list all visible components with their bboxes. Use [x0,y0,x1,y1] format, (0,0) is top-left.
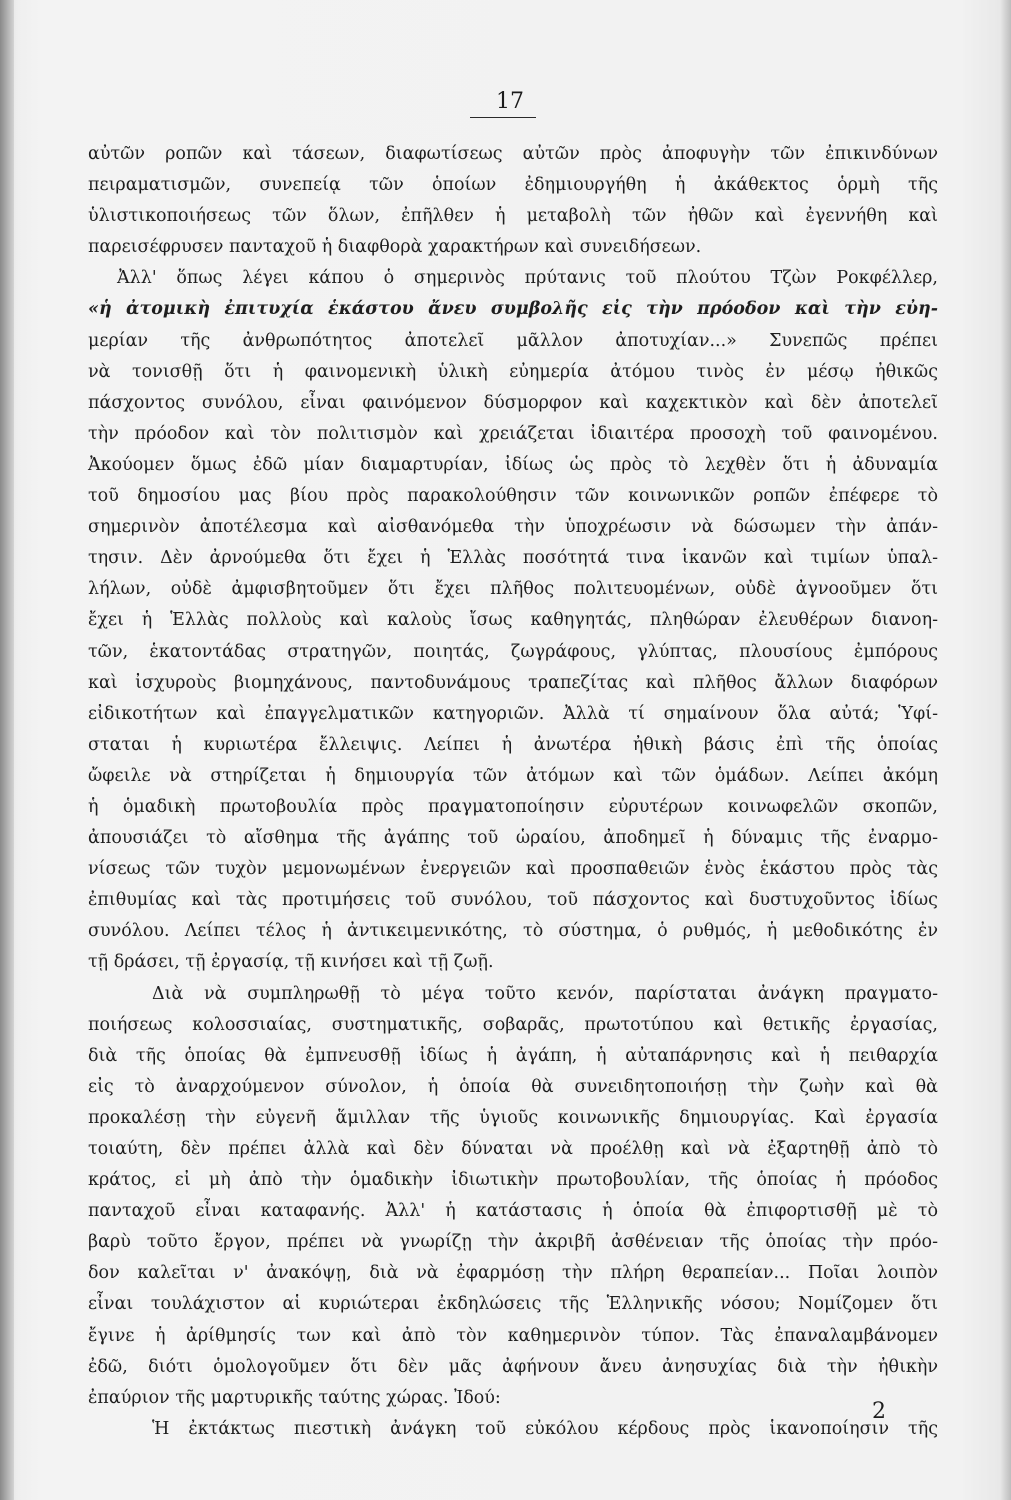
page-edge-shadow [0,0,14,1500]
text-line: βαρὺ τοῦτο ἔργον, πρέπει νὰ γνωρίζῃ τὴν ἀκριβῆ ἀσθένειαν τῆς ὁποίας τὴν πρόο- [88,1232,938,1253]
text-line: Ἀλλ' ὅπως λέγει κάπου ὁ σημερινὸς πρύτανις τοῦ πλούτου Τζὼν Ροκφέλλερ, [117,268,938,289]
text-line: τὴν πρόοδον καὶ τὸν πολιτισμὸν καὶ χρειάζεται ἰδιαιτέρα προσοχὴ τοῦ φαινομένου. [88,423,938,444]
text-line-quote: «ἡ ἀτομικὴ ἐπιτυχία ἑκάστου ἄνευ συμβολῆς εἰς τὴν πρόοδον καὶ τὴν εὐη- [88,299,938,320]
body-text [88,139,938,1445]
page-number-underline [470,117,536,118]
text-line: σημερινὸν ἀποτέλεσμα καὶ αἰσθανόμεθα τὴν ὑποχρέωσιν νὰ δώσωμεν τὴν ἀπάν- [88,517,938,538]
text-line: τησιν. Δὲν ἀρνούμεθα ὅτι ἔχει ἡ Ἑλλὰς ποσότητά τινα ἱκανῶν καὶ τιμίων ὑπαλ- [88,548,938,569]
text-line: πειραματισμῶν, συνεπείᾳ τῶν ὁποίων ἐδημιουργήθη ἡ ἀκάθεκτος ὁρμὴ τῆς [88,175,938,196]
text-line: ἐπαύριον τῆς μαρτυρικῆς ταύτης χώρας. Ἰδού: [88,1387,501,1408]
text-line: ἔγινε ἡ ἀρίθμησίς των καὶ ἀπὸ τὸν καθημερινὸν τύπον. Τὰς ἐπαναλαμβάνομεν [88,1325,938,1346]
text-line: εἰς τὸ ἀναρχούμενον σύνολον, ἡ ὁποία θὰ συνειδητοποιήσῃ τὴν ζωὴν καὶ θὰ [88,1076,938,1097]
text-line: τοῦ δημοσίου μας βίου πρὸς παρακολούθησιν τῶν κοινωνικῶν ροπῶν ἐπέφερε τὸ [88,486,938,507]
text-line: αὐτῶν ροπῶν καὶ τάσεων, διαφωτίσεως αὐτῶν πρὸς ἀποφυγὴν τῶν ἐπικινδύνων [88,144,938,164]
text-line: διὰ τῆς ὁποίας θὰ ἐμπνευσθῇ ἰδίως ἡ ἀγάπη, ἡ αὐταπάρνησις καὶ ἡ πειθαρχία [88,1045,938,1066]
text-line: Ἡ ἐκτάκτως πιεστικὴ ἀνάγκη τοῦ εὐκόλου κέρδους πρὸς ἱκανοποίησιν τῆς [152,1418,938,1439]
text-line: ὑλιστικοποιήσεως τῶν ὅλων, ἐπῆλθεν ἡ μεταβολὴ τῶν ἠθῶν καὶ ἐγεννήθη καὶ [88,206,938,227]
text-line: ἐπιθυμίας καὶ τὰς προτιμήσεις τοῦ συνόλου, τοῦ πάσχοντος καὶ δυστυχοῦντος ἰδίως [88,890,938,911]
text-line: ἡ ὁμαδικὴ πρωτοβουλία πρὸς πραγματοποίησιν εὐρυτέρων κοινωφελῶν σκοπῶν, [88,796,938,817]
text-line: προκαλέσῃ τὴν εὐγενῆ ἅμιλλαν τῆς ὑγιοῦς κοινωνικῆς δημιουργίας. Καὶ ἐργασία [88,1107,938,1128]
text-line: λήλων, οὐδὲ ἀμφισβητοῦμεν ὅτι ἔχει πλῆθος πολιτευομένων, οὐδὲ ἀγνοοῦμεν ὅτι [88,579,938,600]
text-line: νίσεως τῶν τυχὸν μεμονωμένων ἐνεργειῶν καὶ προσπαθειῶν ἑνὸς ἑκάστου πρὸς τὰς [88,859,938,880]
text-line: τοιαύτη, δὲν πρέπει ἀλλὰ καὶ δὲν δύναται νὰ προέλθῃ καὶ νὰ ἐξαρτηθῇ ἀπὸ τὸ [88,1139,938,1159]
page-number: 17 [496,89,524,114]
text-line: καὶ ἰσχυροὺς βιομηχάνους, παντοδυνάμους τραπεζίτας καὶ πλῆθος ἄλλων διαφόρων [88,672,938,693]
text-line: δον καλεῖται ν' ἀνακόψῃ, διὰ νὰ ἐφαρμόσῃ τὴν πλήρη θεραπείαν... Ποῖαι λοιπὸν [88,1263,938,1284]
text-line: ἔχει ἡ Ἑλλὰς πολλοὺς καὶ καλοὺς ἴσως καθηγητάς, πληθώραν ἐλευθέρων διανοη- [88,610,938,631]
text-line: Διὰ νὰ συμπληρωθῇ τὸ μέγα τοῦτο κενόν, παρίσταται ἀνάγκη πραγματο- [152,983,938,1004]
text-line: ἀπουσιάζει τὸ αἴσθημα τῆς ἀγάπης τοῦ ὡραίου, ἀποδημεῖ ἡ δύναμις τῆς ἐναρμο- [88,828,938,849]
text-line: τῶν, ἑκατοντάδας στρατηγῶν, ποιητάς, ζωγράφους, γλύπτας, πλουσίους ἐμπόρους [88,641,938,662]
text-line: ἐδῶ, διότι ὁμολογοῦμεν ὅτι δὲν μᾶς ἀφήνουν ἄνευ ἀνησυχίας διὰ τὴν ἠθικὴν [88,1356,938,1377]
text-line: πάσχοντος συνόλου, εἶναι φαινόμενον δύσμορφον καὶ καχεκτικὸν καὶ δὲν ἀποτελεῖ [88,392,938,413]
text-line: κράτος, εἰ μὴ ἀπὸ τὴν ὁμαδικὴν ἰδιωτικὴν πρωτοβουλίαν, τῆς ὁποίας ἡ πρόοδος [88,1170,938,1191]
text-line: εἶναι τουλάχιστον αἱ κυριώτεραι ἐκδηλώσεις τῆς Ἑλληνικῆς νόσου; Νομίζομεν ὅτι [88,1294,938,1315]
text-line: μερίαν τῆς ἀνθρωπότητος ἀποτελεῖ μᾶλλον ἀποτυχίαν...» Συνεπῶς πρέπει [88,330,938,351]
text-line: σταται ἡ κυριωτέρα ἔλλειψις. Λείπει ἡ ἀνωτέρα ἠθικὴ βάσις ἐπὶ τῆς ὁποίας [88,734,938,755]
text-line: πανταχοῦ εἶναι καταφανής. Ἀλλ' ἡ κατάστασις ἡ ὁποία θὰ ἐπιφορτισθῇ μὲ τὸ [88,1201,938,1222]
text-line: εἰδικοτήτων καὶ ἐπαγγελματικῶν κατηγοριῶν. Ἀλλὰ τί σημαίνουν ὅλα αὐτά; Ὑφί- [88,703,938,724]
text-line: ποιήσεως κολοσσιαίας, συστηματικῆς, σοβαρᾶς, πρωτοτύπου καὶ θετικῆς ἐργασίας, [88,1014,938,1035]
text-line: νὰ τονισθῇ ὅτι ἡ φαινομενικὴ ὑλικὴ εὐημερία ἀτόμου τινὸς ἐν μέσῳ ἠθικῶς [88,361,938,382]
text-line: συνόλου. Λείπει τέλος ἡ ἀντικειμενικότης, τὸ σύστημα, ὁ ρυθμός, ἡ μεθοδικότης ἐν [88,921,938,942]
text-line: Ἀκούομεν ὅμως ἐδῶ μίαν διαμαρτυρίαν, ἰδίως ὡς πρὸς τὸ λεχθὲν ὅτι ἡ ἀδυναμία [88,454,938,475]
text-line: τῇ δράσει, τῇ ἐργασίᾳ, τῇ κινήσει καὶ τῇ ζωῇ. [88,952,494,973]
signature-mark: 2 [872,1399,886,1424]
text-line: παρεισέφρυσεν πανταχοῦ ἡ διαφθορὰ χαρακτήρων καὶ συνειδήσεων. [88,237,702,258]
text-line: ὤφειλε νὰ στηρίζεται ἡ δημιουργία τῶν ἀτόμων καὶ τῶν ὁμάδων. Λείπει ἀκόμη [88,765,938,786]
